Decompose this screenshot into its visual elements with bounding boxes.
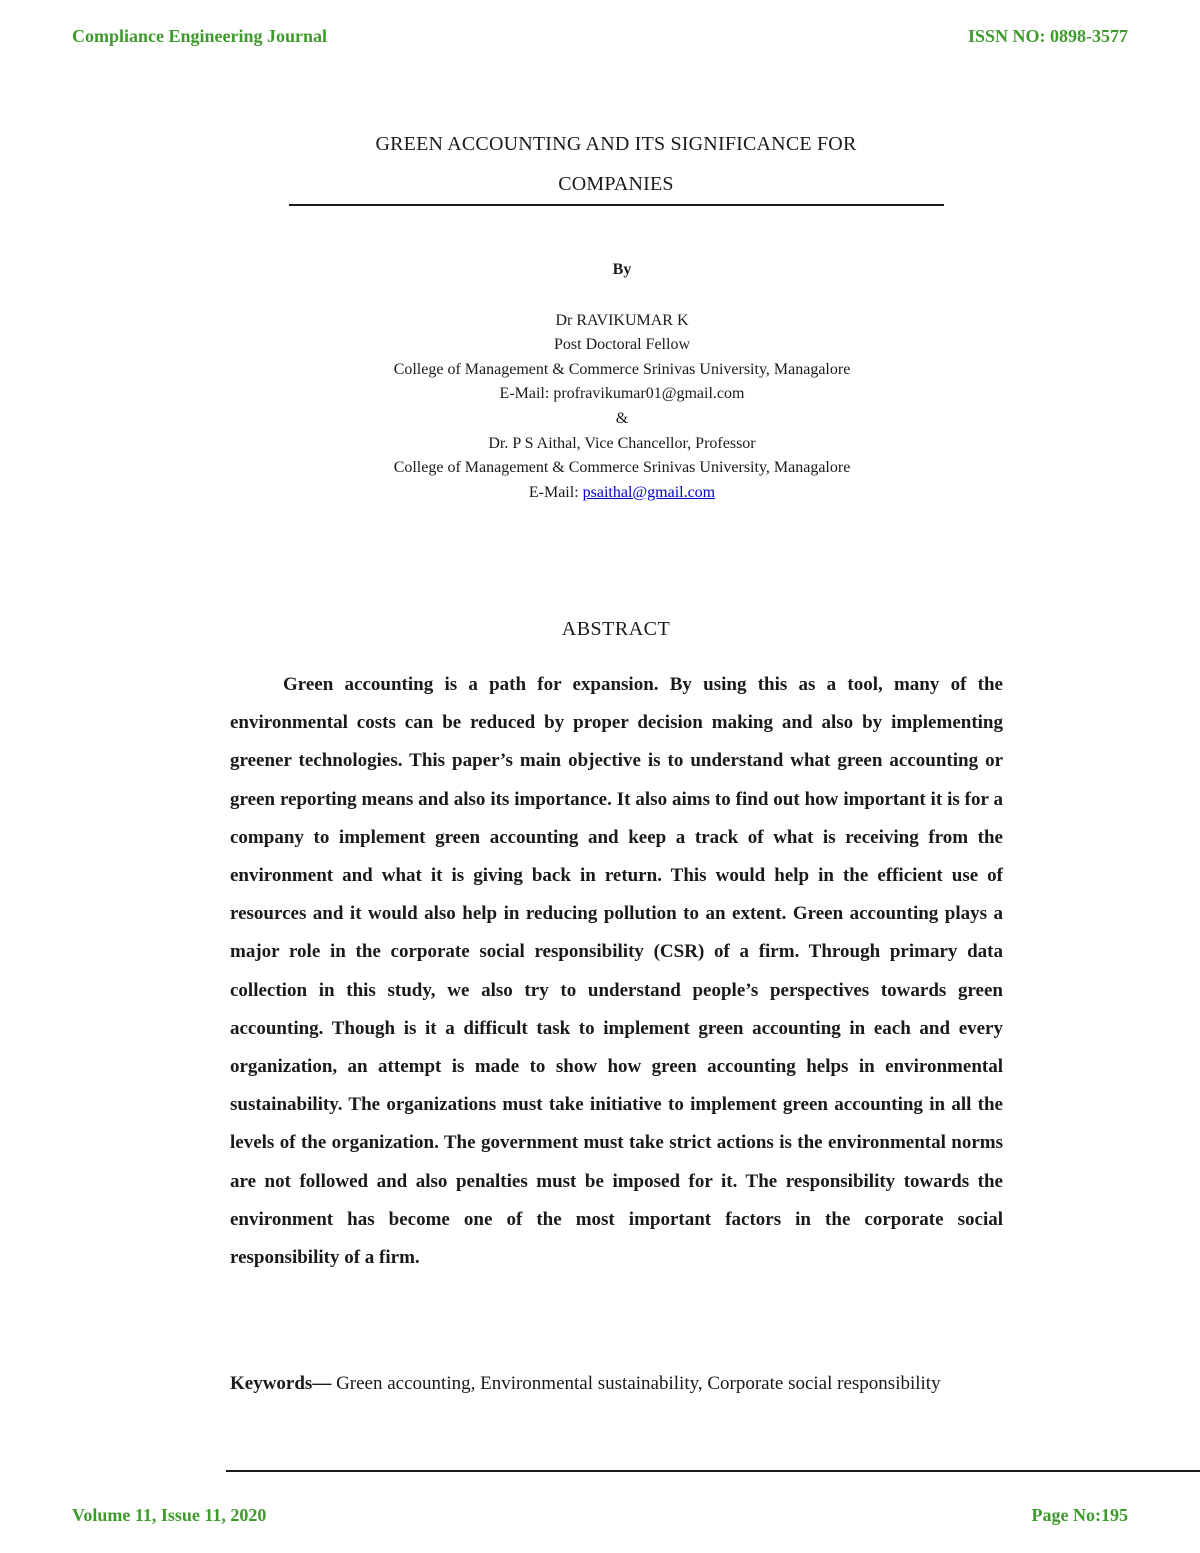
volume-issue: Volume 11, Issue 11, 2020 bbox=[72, 1504, 267, 1525]
author-2-affiliation: College of Management & Commerce Srinivas University, Managalore bbox=[393, 459, 851, 477]
author-1-role: Post Doctoral Fellow bbox=[554, 336, 690, 354]
page-number: Page No:195 bbox=[1031, 1504, 1128, 1525]
abstract-body: Green accounting is a path for expansion. By using this as a tool, many of the environmental costs can be reduced by proper decision making and also by implementing greener technologies. This paper’s main objective is to understand what green accounting or green reporting means and also its importance. It also aims to find out how important it is for a company to implement green accounting and keep a track of what is receiving from the environment and what it is giving back in return. This would help in the efficient use of resources and it would also help in reducing pollution to an extent. Green accounting plays a major role in the corporate social responsibility (CSR) of a firm. Through primary data collection in this study, we also try to understand people’s perspectives towards green accounting. Though is it a difficult task to implement green accounting in each and every organization, an attempt is made to show how green accounting helps in environmental sustainability. The organizations must take initiative to implement green accounting in all the levels of the organization. The government must take strict actions is the environmental norms are not followed and also penalties must be imposed for it. The responsibility towards the environment has become one of the most important factors in the corporate social responsibility of a firm. bbox=[230, 674, 1003, 1269]
paper-title-line-2: COMPANIES bbox=[558, 173, 674, 195]
footer-divider bbox=[226, 1470, 1200, 1472]
journal-name: Compliance Engineering Journal bbox=[72, 25, 328, 46]
keywords-label: Keywords— bbox=[230, 1373, 332, 1394]
journal-footer bbox=[72, 1501, 1128, 1529]
title-divider bbox=[289, 204, 944, 206]
paper-title bbox=[0, 124, 1200, 204]
abstract-heading: ABSTRACT bbox=[561, 618, 671, 640]
author-2-name-role: Dr. P S Aithal, Vice Chancellor, Professor bbox=[488, 434, 756, 452]
keywords-text: Green accounting, Environmental sustainability, Corporate social responsibility bbox=[331, 1373, 941, 1394]
journal-header bbox=[72, 22, 1128, 50]
author-2-email-prefix: E-Mail: bbox=[528, 483, 583, 501]
keywords-paragraph bbox=[230, 1366, 1015, 1402]
author-2-email-link[interactable]: psaithal@gmail.com bbox=[582, 483, 716, 501]
author-1-affiliation: College of Management & Commerce Srinivas University, Managalore bbox=[393, 360, 851, 378]
author-1-email: E-Mail: profravikumar01@gmail.com bbox=[499, 385, 745, 403]
author-2-email-line bbox=[0, 481, 1200, 506]
paper-title-line-1: GREEN ACCOUNTING AND ITS SIGNIFICANCE FOR bbox=[375, 133, 857, 155]
author-separator: & bbox=[615, 409, 629, 427]
author-1-name: Dr RAVIKUMAR K bbox=[555, 311, 689, 329]
issn-number: ISSN NO: 0898-3577 bbox=[967, 25, 1128, 46]
by-label: By bbox=[612, 261, 632, 278]
author-block bbox=[0, 258, 1200, 505]
